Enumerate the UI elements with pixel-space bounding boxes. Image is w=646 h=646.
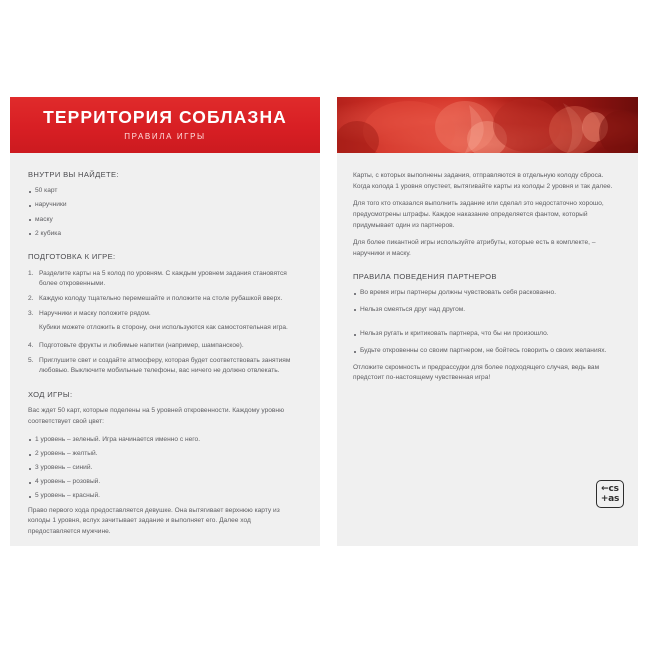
list-item-label: Разделите карты на 5 колод по уровням. С каждым уровнем задания становятся более откровенными. — [39, 269, 287, 288]
list-item — [28, 435, 304, 446]
list-item — [28, 229, 304, 240]
section-contents — [28, 169, 304, 239]
list-item-label: маску — [35, 215, 53, 223]
list-item — [353, 329, 622, 340]
partner-rules-list-bottom — [353, 329, 622, 356]
section-gameplay — [28, 389, 304, 538]
list-item-label: Нельзя смеяться друг над другом. — [360, 305, 466, 313]
section-heading: ПРАВИЛА ПОВЕДЕНИЯ ПАРТНЕРОВ — [353, 271, 497, 281]
list-item — [28, 309, 304, 320]
levels-list — [28, 435, 304, 502]
list-item — [28, 356, 304, 377]
list-item-label: наручники — [35, 201, 67, 209]
list-item — [353, 346, 622, 357]
couple-photo-header — [337, 97, 638, 153]
list-item — [28, 341, 304, 352]
list-item — [28, 477, 304, 488]
list-item — [28, 491, 304, 502]
list-item — [28, 269, 304, 290]
gameplay-intro: Вас ждет 50 карт, которые поделены на 5 уровней откровенности. Каждому уровню соответствует свой цвет: — [28, 407, 285, 426]
contents-list — [28, 186, 304, 239]
list-item-label: Подготовьте фрукты и любимые напитки (например, шампанское). — [39, 342, 244, 350]
list-item-label: 5 уровень – красный. — [35, 492, 100, 500]
gameplay-closing: Право первого хода предоставляется девушке. Она вытягивает верхнюю карту из колоды 1 уровня, вслух зачитывает задание и выполняет его. Далее ход предоставляется мужчине. — [28, 506, 280, 535]
page-title: ТЕРРИТОРИЯ СОБЛАЗНА — [43, 106, 287, 127]
logo-line-2: +as — [600, 493, 620, 504]
logo-line-1: ←cs — [601, 483, 619, 494]
list-item-label: Будьте откровенны со своим партнером, не бойтесь говорить о своих желаниях. — [360, 347, 607, 355]
list-item — [28, 200, 304, 211]
list-item — [28, 463, 304, 474]
list-item — [28, 449, 304, 460]
list-item-label: Приглушите свет и создайте атмосферу, которая будет соответствовать занятиям любовью. Выключите мобильные телефоны, вас ничего не должно отвлекать. — [39, 356, 291, 375]
list-item-label: 4 уровень – розовый. — [35, 478, 101, 486]
list-item — [353, 288, 622, 299]
penalty-paragraph: Для того кто отказался выполнить задание или сделал это недостаточно хорошо, предусмотрены штрафы. Каждое наказание определяется фантом, который придумывает один из партнеров. — [353, 200, 604, 229]
section-heading: ХОД ИГРЫ: — [28, 390, 73, 400]
list-item-label: 3 уровень – синий. — [35, 464, 93, 472]
attributes-paragraph: Для более пикантной игры используйте атрибуты, которые есть в комплекте, – наручники и маску. — [353, 239, 596, 258]
list-item — [28, 215, 304, 226]
list-item-label: Каждую колоду тщательно перемешайте и положите на столе рубашкой вверх. — [39, 295, 283, 303]
left-card-body — [10, 153, 320, 546]
page-subtitle: ПРАВИЛА ИГРЫ — [124, 132, 206, 142]
left-card-header — [10, 97, 320, 153]
list-item-label: 2 уровень – желтый. — [35, 449, 98, 457]
list-item — [28, 186, 304, 197]
preparation-steps-part2 — [28, 341, 304, 377]
section-preparation — [28, 251, 304, 377]
rules-card-left — [10, 97, 320, 546]
section-heading: ПОДГОТОВКА К ИГРЕ: — [28, 252, 116, 262]
preparation-steps-part1 — [28, 269, 304, 320]
list-item-label: Нельзя ругать и критиковать партнера, что бы ни произошло. — [360, 330, 549, 338]
dice-note: Кубики можете отложить в сторону, они используются как самостоятельная игра. — [39, 324, 288, 332]
closing-paragraph: Отложите скромность и предрассудки для более подходящего случая, ведь вам предстоит по-настоящему чувственная игра! — [353, 363, 600, 382]
list-item-label: 50 карт — [35, 187, 58, 195]
brand-logo — [596, 480, 624, 508]
couple-kissing-image — [337, 97, 638, 153]
list-item-label: 2 кубика — [35, 229, 61, 237]
rules-card-right — [337, 97, 638, 546]
list-item — [353, 305, 622, 316]
list-item-label: Во время игры партнеры должны чувствовать себя раскованно. — [360, 289, 557, 296]
list-item — [28, 294, 304, 305]
list-item-label: 1 уровень – зеленый. Игра начинается именно с него. — [35, 435, 201, 443]
partner-rules-list-top — [353, 288, 622, 315]
list-item-label: Наручники и маску положите рядом. — [39, 309, 151, 317]
section-heading: ВНУТРИ ВЫ НАЙДЕТЕ: — [28, 170, 119, 179]
right-card-body — [337, 153, 638, 394]
discard-paragraph: Карты, с которых выполнены задания, отправляются в отдельную колоду сброса. Когда колода 1 уровня опустеет, вытягивайте карты из колоды 2 уровня и так далее. — [353, 172, 613, 190]
section-partner-rules — [353, 271, 622, 384]
